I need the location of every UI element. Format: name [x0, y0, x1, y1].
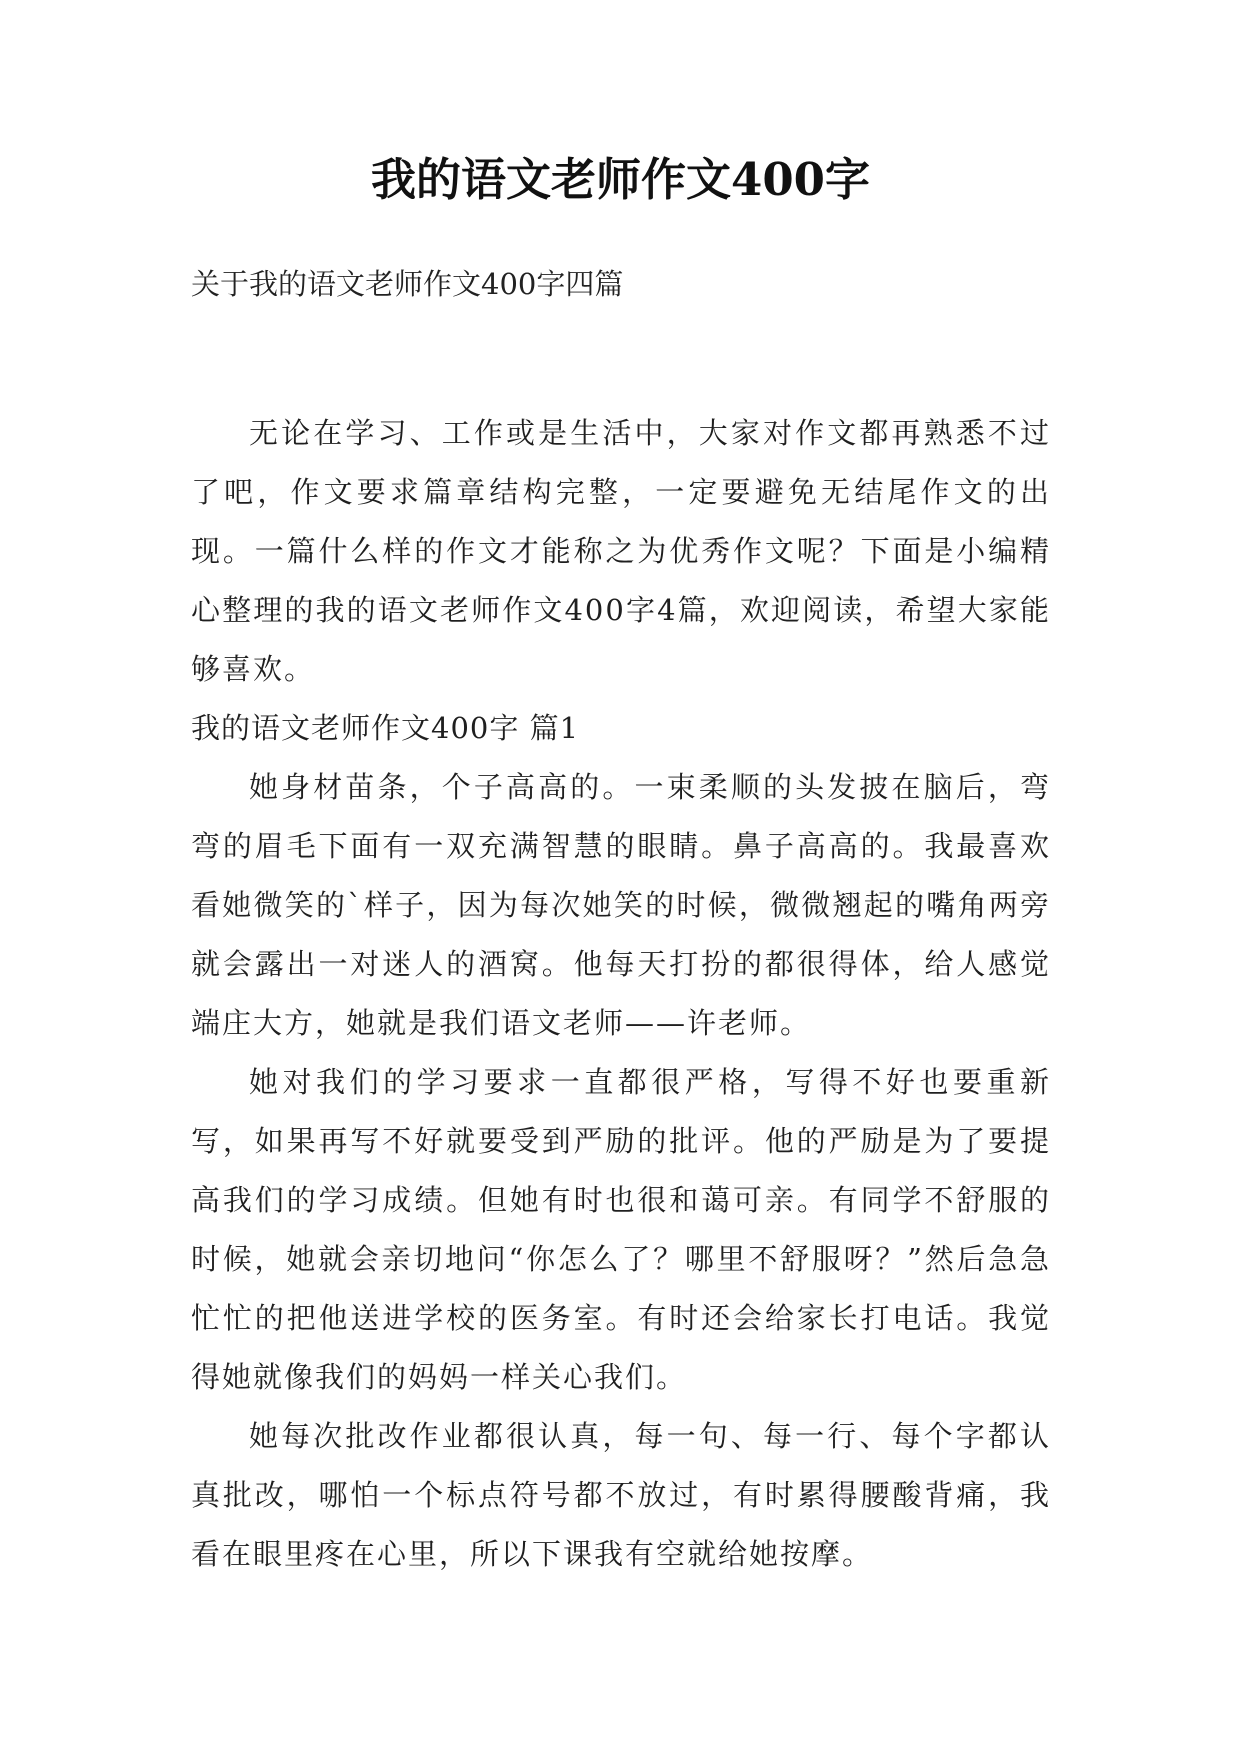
document-title: 我的语文老师作文400字	[371, 153, 870, 206]
document-subtitle: 关于我的语文老师作文400字四篇	[191, 267, 624, 301]
document-body	[191, 404, 1051, 1584]
section-heading: 我的语文老师作文400字 篇1	[191, 711, 580, 745]
intro-paragraph: 无论在学习、工作或是生活中，大家对作文都再熟悉不过了吧，作文要求篇章结构完整，一定要避免无结尾作文的出现。一篇什么样的作文才能称之为优秀作文呢？下面是小编精心整理的我的语文老师作文400字4篇，欢迎阅读，希望大家能够喜欢。	[191, 416, 1051, 686]
body-paragraph: 她每次批改作业都很认真，每一句、每一行、每个字都认真批改，哪怕一个标点符号都不放过，有时累得腰酸背痛，我看在眼里疼在心里，所以下课我有空就给她按摩。	[191, 1419, 1051, 1571]
body-paragraph: 她对我们的学习要求一直都很严格，写得不好也要重新写，如果再写不好就要受到严励的批评。他的严励是为了要提高我们的学习成绩。但她有时也很和蔼可亲。有同学不舒服的时候，她就会亲切地问“你怎么了？哪里不舒服呀？”然后急急忙忙的把他送进学校的医务室。有时还会给家长打电话。我觉得她就像我们的妈妈一样关心我们。	[191, 1065, 1051, 1394]
body-paragraph: 她身材苗条，个子高高的。一束柔顺的头发披在脑后，弯弯的眉毛下面有一双充满智慧的眼睛。鼻子高高的。我最喜欢看她微笑的`样子，因为每次她笑的时候，微微翘起的嘴角两旁就会露出一对迷人的酒窝。他每天打扮的都很得体，给人感觉端庄大方，她就是我们语文老师——许老师。	[191, 770, 1051, 1040]
